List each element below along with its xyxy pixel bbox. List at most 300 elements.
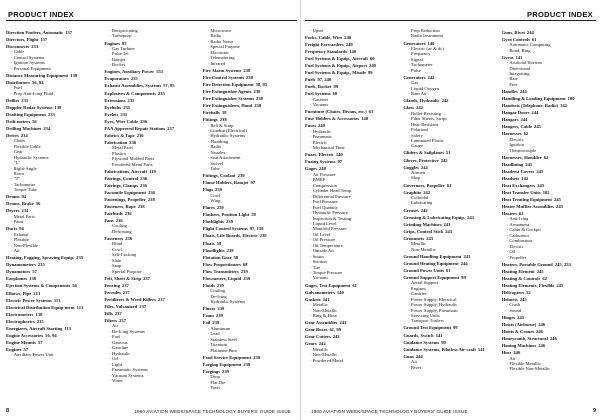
entry-term: · Metal Parts <box>109 145 133 150</box>
entry-term: Felt, Sheet & Strip <box>104 275 142 281</box>
entry-term: · Transport Trailers <box>408 318 444 323</box>
entry-term: · Cowl <box>109 247 122 252</box>
index-subentry <box>403 365 497 370</box>
entry-term: · "L" <box>11 160 20 165</box>
entry-term: Ferrules <box>104 289 121 295</box>
index-entry <box>203 205 297 210</box>
entry-term: Electrometers <box>6 311 34 317</box>
index-entry <box>403 254 497 259</box>
entry-page-ref: 138 <box>35 311 43 317</box>
entry-term: Fasteners <box>104 235 124 241</box>
index-entry <box>203 355 297 360</box>
entry-term: Heat Transfer Units <box>501 189 541 195</box>
entry-page-ref: 94 <box>21 194 27 200</box>
entry-page-ref: 57 <box>32 269 37 275</box>
index-entry <box>502 204 596 209</box>
index-subentry <box>203 385 297 390</box>
entry-page-ref: 99 <box>368 70 373 76</box>
entry-term: Ducts <box>6 226 18 232</box>
index-entry <box>203 269 297 274</box>
index-subentry <box>502 308 596 313</box>
entry-term: Gages, Test Equipment <box>305 282 351 288</box>
entry-term: Headlining <box>501 161 524 167</box>
entry-term: · Electric <box>507 244 524 249</box>
entry-term: Engines <box>6 346 22 352</box>
entry-term: Hinges <box>501 314 516 320</box>
entry-page-ref: 257 <box>167 125 175 131</box>
entry-term: · Pneumatic Systems <box>109 367 148 372</box>
index-subentry <box>104 33 198 38</box>
index-entry <box>502 269 596 274</box>
entry-term: · Air Pressure <box>310 172 336 177</box>
index-entry <box>203 248 297 253</box>
entry-term: · Drop <box>208 374 220 379</box>
entry-term: · Hydraulic Systems <box>208 299 246 304</box>
entry-term: Fire Alarm Systems <box>202 67 242 73</box>
entry-term: · Air <box>109 323 118 328</box>
entry-term: Forks, Cable, Wire <box>305 35 343 41</box>
entry-term: Fastenings, Propeller <box>104 196 146 202</box>
entry-term: Gear Assemblies <box>305 320 338 326</box>
index-entry <box>305 70 399 75</box>
index-entry <box>305 283 399 288</box>
entry-term: Earphones <box>6 276 28 282</box>
entry-term: Forgings <box>202 368 221 374</box>
entry-term: Gaskets <box>305 296 321 302</box>
entry-term: Heating & Controls <box>501 275 541 281</box>
entry-page-ref: 138 <box>29 276 37 282</box>
entry-term: Gears <box>305 341 317 347</box>
entry-page-ref: 234 <box>21 208 29 214</box>
entry-term: · Metal Parts <box>11 214 35 219</box>
entry-page-ref: 239 <box>216 205 224 211</box>
index-subentry <box>6 248 100 253</box>
entry-page-ref: 51 <box>445 150 451 156</box>
entry-term: Distributors <box>6 79 30 85</box>
entry-term: · Reciprocating <box>109 28 137 33</box>
entry-term: Generators <box>403 74 426 80</box>
entry-term: Exhaust Assemblies, Systems <box>104 83 162 89</box>
entry-term: · Tachometer <box>11 182 35 187</box>
entry-page-ref: 246 <box>536 328 543 334</box>
entry-page-ref: 97, 158 <box>249 226 264 232</box>
entry-term: · Engines <box>408 286 426 291</box>
entry-term: · Stainless Steel <box>208 337 237 342</box>
entry-term: Fittings, Coolant <box>202 173 236 179</box>
entry-term: · Turboprop <box>109 33 131 38</box>
index-column-6 <box>502 28 596 400</box>
index-entry <box>403 229 497 234</box>
entry-term: Electrophorics <box>6 318 35 324</box>
entry-term: · Flexible Non-Metallic <box>507 366 551 371</box>
entry-page-ref: 62 <box>542 275 547 281</box>
entry-term: · Laminated Plastic <box>408 138 444 143</box>
page-number: 9 <box>592 408 596 414</box>
entry-page-ref: 244 <box>520 117 528 123</box>
entry-page-ref: 113 <box>76 304 84 310</box>
index-subentry <box>403 318 497 323</box>
index-entry <box>104 190 198 195</box>
entry-term: Drafting Equipment <box>6 111 46 117</box>
index-entry <box>6 37 100 42</box>
entry-term: · Auxiliary Power Unit <box>11 352 54 357</box>
entry-term: Glass <box>403 105 415 111</box>
entry-term: Headsets <box>501 175 520 181</box>
entry-term: · Vacuum Systems <box>109 373 143 378</box>
entry-page-ref: 245 <box>556 203 563 209</box>
index-entry <box>6 312 100 317</box>
entry-term: · Plumbing <box>208 139 229 144</box>
entry-page-ref: 244 <box>460 260 468 266</box>
index-subentry <box>502 82 596 87</box>
entry-term: · Conduit (Electrical) <box>208 128 247 133</box>
entry-page-ref: 245 <box>537 182 545 188</box>
entry-page-ref: 242 <box>423 189 431 195</box>
entry-page-ref: 246 <box>513 350 521 356</box>
entry-term: · Slide <box>109 258 121 263</box>
index-entry <box>6 305 100 310</box>
index-entry <box>104 133 198 138</box>
index-entry <box>6 105 100 110</box>
index-entry <box>203 173 297 178</box>
entry-term: · Rotor <box>11 171 24 176</box>
entry-term: · Suction <box>310 259 327 264</box>
index-subentry <box>104 62 198 67</box>
entry-term: · Metallic <box>310 347 328 352</box>
entry-page-ref: 238 <box>243 67 251 73</box>
index-entry <box>305 334 399 339</box>
index-entry <box>6 73 100 78</box>
index-entry <box>305 159 399 164</box>
index-entry <box>502 96 596 101</box>
index-entry <box>203 110 297 115</box>
entry-page-ref: 235 <box>76 255 84 261</box>
entry-term: Engines <box>104 40 120 46</box>
entry-page-ref: 140 <box>349 49 357 55</box>
entry-term: · Rate <box>507 76 518 81</box>
entry-page-ref: 239 <box>240 268 248 274</box>
index-entry <box>403 98 497 103</box>
index-entry <box>104 176 198 181</box>
entry-term: Fireballs <box>202 110 220 116</box>
entry-term: · Rocket <box>109 62 125 67</box>
entry-page-ref: 233 <box>47 111 55 117</box>
page-title: PRODUCT INDEX <box>8 10 74 19</box>
index-subentry <box>403 247 497 252</box>
entry-term: · Cooling <box>109 223 127 228</box>
entry-page-ref: 237 <box>143 275 150 281</box>
footer-caption: 1960 AVIATION WEEK/SPACE TECHNOLOGY BUYERS' GUIDE ISSUE <box>311 409 468 414</box>
entry-term: Disconnects <box>6 43 30 49</box>
entry-term: Facsimile Equipment <box>104 189 147 195</box>
entry-page-ref: 242 <box>332 334 340 340</box>
entry-term: · Ignition Systems <box>11 60 45 65</box>
index-entry <box>6 319 100 324</box>
entry-term: · Hydraulic Pressure <box>310 210 348 215</box>
entry-page-ref: 239 <box>212 320 220 326</box>
entry-page-ref: 58 <box>216 240 222 246</box>
entry-term: · Crash <box>507 302 520 307</box>
entry-term: Honing Machines <box>501 343 537 349</box>
entry-term: · Aerial Support <box>408 280 438 285</box>
index-subentry <box>305 358 399 363</box>
entry-term: Heat Treating Equipment <box>501 196 552 202</box>
entry-term: Ground Power Units <box>403 267 444 273</box>
index-entry <box>403 261 497 266</box>
index-subentry <box>203 61 297 66</box>
entry-page-ref: 56 <box>32 118 37 124</box>
index-entry <box>104 98 198 103</box>
entry-term: · Metallic <box>408 241 426 246</box>
entry-term: · Exhaust <box>11 232 29 237</box>
entry-page-ref: 60 <box>369 56 375 62</box>
index-entry <box>104 169 198 174</box>
entry-page-ref: 245 <box>517 314 525 320</box>
entry-term: Fills <box>104 310 113 316</box>
entry-page-ref: 246 <box>549 335 557 341</box>
entry-page-ref: 141 <box>435 332 443 338</box>
entry-term: Fairings, Clamps <box>104 182 139 188</box>
entry-page-ref: 234 <box>43 125 51 131</box>
index-subentry <box>403 175 497 180</box>
entry-term: Dynamotors <box>6 269 31 275</box>
index-entry <box>6 119 100 124</box>
entry-term: · Cable <box>11 49 24 54</box>
entry-term: Drift meters <box>6 118 31 124</box>
entry-term: Fuels <box>305 77 316 83</box>
entry-term: · Plywood Molded Parts <box>109 156 154 161</box>
entry-term: Flashers, Position Light <box>202 212 250 218</box>
index-entry <box>502 162 596 167</box>
index-entry <box>502 276 596 281</box>
entry-page-ref: 238 <box>256 95 263 101</box>
entry-term: Hoists (Airborne) <box>501 321 537 327</box>
entry-term: Furniture (Chairs, Divans, etc.) <box>305 109 367 115</box>
index-entry <box>104 69 198 74</box>
entry-term: Flow Transmitters <box>202 268 239 274</box>
entry-page-ref: 239 <box>253 354 261 360</box>
entry-term: Drums <box>6 194 20 200</box>
entry-term: Gages <box>305 166 317 172</box>
entry-term: · Plastics <box>109 151 126 156</box>
entry-page-ref: 236 <box>148 189 155 195</box>
entry-term: Elbows, Pipe <box>6 290 32 296</box>
entry-term: · Personal Equipment <box>11 66 51 71</box>
entry-page-ref: 56, 94 <box>32 79 44 85</box>
entry-term: Handling & Loading Equipment <box>501 95 566 101</box>
entry-term: · Power Supply, Hydraulic <box>408 302 457 307</box>
entry-page-ref: 119 <box>149 168 156 174</box>
entry-page-ref: 61, 99 <box>329 327 341 333</box>
entry-term: · Cabin & Cockpit <box>507 227 541 232</box>
header-rule <box>6 20 297 21</box>
entry-term: · Ramjet <box>109 57 125 62</box>
entry-page-ref: 240 <box>317 123 325 129</box>
entry-page-ref: 58, 95 <box>255 81 268 87</box>
index-subentry <box>403 68 497 73</box>
entry-term: · Swivel <box>208 161 223 166</box>
entry-page-ref: 238 <box>246 74 253 80</box>
entry-term: Greasing & Lubricating Equip. <box>403 214 466 220</box>
entry-term: Engine Mounts <box>6 339 36 345</box>
entry-term: · Snap <box>109 263 121 268</box>
entry-page-ref: 241 <box>339 320 347 326</box>
index-entry <box>203 68 297 73</box>
entry-term: Hangar Doors <box>501 110 530 116</box>
entry-term: · Gear <box>11 149 23 154</box>
index-subentry <box>502 48 596 53</box>
entry-term: · Liquid Level <box>310 221 337 226</box>
entry-term: · Special Purpose <box>109 269 141 274</box>
entry-term: · Water <box>109 378 123 383</box>
index-subentry <box>502 255 596 260</box>
entry-term: · Oil Temperature <box>310 243 343 248</box>
index-entry <box>6 333 100 338</box>
entry-page-ref: 243 <box>426 235 434 241</box>
entry-term: · Ring & Hose <box>310 313 337 318</box>
entry-term: · Fuel <box>109 334 120 339</box>
entry-page-ref: 56, 94 <box>45 332 57 338</box>
entry-term: · Frequency <box>408 51 430 56</box>
entry-term: · Air <box>408 359 417 364</box>
entry-term: · Power Supply, Pneumatic <box>408 308 458 313</box>
index-entry <box>203 276 297 281</box>
entry-term: Gear Cutters <box>305 334 331 340</box>
index-entry <box>203 180 297 185</box>
entry-term: Hangers, Cable <box>501 124 533 130</box>
entry-page-ref: 245 <box>519 296 527 302</box>
entry-term: Extrusions <box>104 97 126 103</box>
entry-term: Fabrications, Aircraft <box>104 168 148 174</box>
entry-page-ref: 58 <box>221 110 227 116</box>
index-entry <box>305 77 399 82</box>
entry-page-ref: 113 <box>53 297 61 303</box>
entry-page-ref: 246 <box>538 321 546 327</box>
entry-term: · Aluminum <box>208 326 231 331</box>
entry-term: · Flat Die <box>208 380 226 385</box>
index-entry <box>502 329 596 334</box>
entry-term: · Automatic Computing <box>507 42 551 47</box>
entry-term: Fertilizers & Weed Killers <box>104 296 156 302</box>
entry-page-ref: 239 <box>222 368 229 374</box>
entry-term: · Pulse <box>408 68 421 73</box>
entry-term: Gear Boxes <box>305 327 328 333</box>
entry-page-ref: 68 <box>242 261 248 267</box>
entry-page-ref: 242 <box>420 207 428 213</box>
entry-page-ref: 99 <box>333 84 339 90</box>
entry-page-ref: 243 <box>445 228 453 234</box>
entry-page-ref: 141 <box>515 54 523 60</box>
entry-term: Frequency Standards <box>305 49 348 55</box>
entry-term: Drums, Brake <box>6 201 34 207</box>
index-subentry <box>403 33 497 38</box>
entry-term: · Sound <box>507 308 521 313</box>
index-subentry <box>203 299 297 304</box>
index-entry <box>6 201 100 206</box>
index-entry <box>203 255 297 260</box>
entry-term: · Prop Anti-Icing Fluid <box>11 91 53 96</box>
entry-page-ref: 140 <box>335 152 343 158</box>
entry-page-ref: 245 <box>534 124 541 130</box>
entry-term: Heating, Fogging, Spraying Equip. <box>6 255 75 261</box>
entry-term: Fuels, Rocket <box>305 84 332 90</box>
entry-term: · Powdered Metal <box>310 358 343 363</box>
entry-page-ref: 237 <box>114 310 122 316</box>
index-entry <box>403 333 497 338</box>
entry-term: Fuse Holders & Accessories <box>305 116 360 122</box>
index-entry <box>403 158 497 163</box>
entry-term: · Press <box>208 385 220 390</box>
entry-page-ref: 239 <box>226 247 234 253</box>
index-entry <box>403 222 497 227</box>
entry-term: · Self-Locking <box>109 252 136 257</box>
entry-term: Engines, Auxiliary Power <box>104 69 155 75</box>
entry-page-ref: 236 <box>140 175 148 181</box>
entry-term: · Hydraulic <box>109 351 130 356</box>
entry-page-ref: 62 <box>518 210 524 216</box>
entry-page-ref: 61 <box>352 282 357 288</box>
index-entry <box>403 208 497 213</box>
entry-term: Electric Power Systems <box>6 297 52 303</box>
entry-term: · Directional <box>507 66 530 71</box>
entry-page-ref: 61 <box>446 267 451 273</box>
index-entry <box>104 304 198 309</box>
entry-term: Food Service Equipment <box>202 354 252 360</box>
entry-term: Handles <box>501 88 518 94</box>
entry-term: Heat Exchangers <box>501 182 536 188</box>
index-subentry <box>104 378 198 383</box>
entry-page-ref: 239 <box>215 187 223 193</box>
entry-term: · Servicing Units <box>408 313 439 318</box>
entry-page-ref: 237 <box>119 318 126 324</box>
entry-term: Flame Holders, Ramjet <box>202 180 249 186</box>
footer-caption: 1960 AVIATION WEEK/SPACE TECHNOLOGY BUYERS' GUIDE ISSUE <box>134 409 291 414</box>
entry-term: · Liquid Oxygen <box>408 86 439 91</box>
entry-page-ref: 235 <box>157 90 165 96</box>
entry-term: · Gasoline <box>109 345 128 350</box>
entry-term: · Hydraulic Systems <box>11 155 49 160</box>
index-subentry <box>403 200 497 205</box>
entry-term: Fasteners, Rope <box>104 203 136 209</box>
entry-term: · Airmen <box>408 170 425 175</box>
entry-term: · Seat Attachment <box>208 155 241 160</box>
index-entry <box>502 176 596 181</box>
index-column-1 <box>6 28 100 400</box>
entry-page-ref: 239 <box>215 313 223 319</box>
entry-term: · Torque Pressure <box>310 270 342 275</box>
entry-term: Floats <box>202 240 215 246</box>
entry-term: Harnesses <box>501 131 522 137</box>
index-subentry <box>6 219 100 224</box>
entry-page-ref: 99 <box>441 339 446 345</box>
entry-page-ref: 233 <box>31 43 39 49</box>
entry-term: · Signal <box>408 57 422 62</box>
index-entry <box>502 169 596 174</box>
entry-page-ref: 236 <box>129 139 137 145</box>
index-entry <box>502 322 596 327</box>
entry-page-ref: 61 <box>446 182 452 188</box>
index-entry <box>502 117 596 122</box>
entry-term: · BMEP <box>310 177 325 182</box>
entry-term: Fittings <box>202 117 218 123</box>
entry-term: Fluxes <box>202 306 216 312</box>
entry-term: · Fuel Quantity <box>310 205 338 210</box>
index-entry <box>104 311 198 316</box>
index-entry <box>6 126 100 131</box>
entry-term: Dynamometers <box>6 262 36 268</box>
index-subentry <box>305 28 399 33</box>
entry-term: · Ram Air <box>408 91 426 96</box>
